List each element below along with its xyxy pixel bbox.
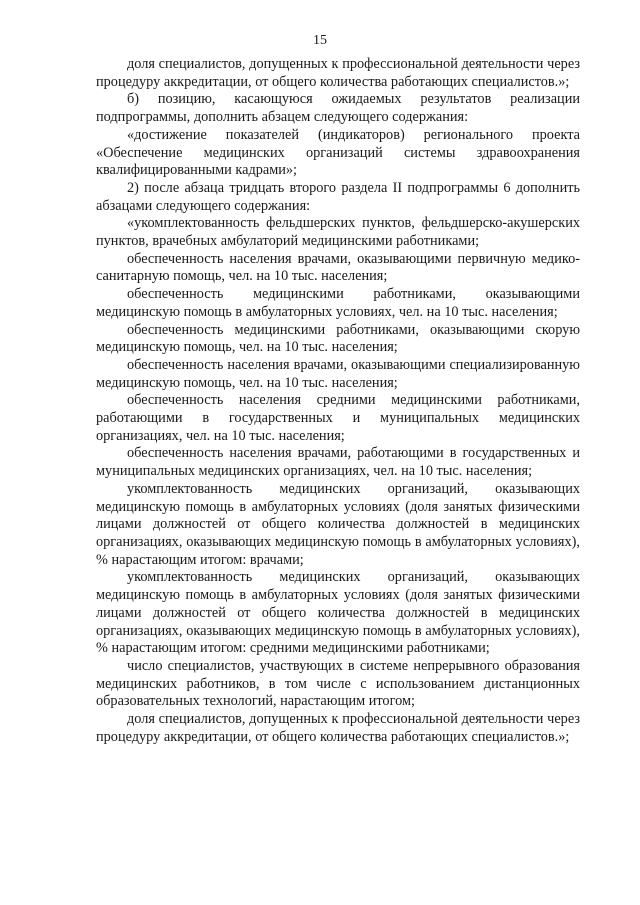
paragraph: 2) после абзаца тридцать второго раздела II подпрограммы 6 дополнить абзацами следующего содержания: [96, 179, 580, 214]
paragraph: обеспеченность медицинскими работниками, оказывающими скорую медицинскую помощь, чел. на 10 тыс. населения; [96, 321, 580, 356]
paragraph: обеспеченность населения врачами, работающими в государственных и муниципальных медицинских организациях, чел. на 10 тыс. населения; [96, 445, 580, 480]
document-body [96, 56, 580, 746]
paragraph: доля специалистов, допущенных к профессиональной деятельности через процедуру аккредитации, от общего количества работающих специалистов.»; [96, 56, 580, 90]
paragraph: обеспеченность населения врачами, оказывающими первичную медико-санитарную помощь, чел. на 10 тыс. населения; [96, 250, 580, 285]
paragraph: укомплектованность медицинских организаций, оказывающих медицинскую помощь в амбулаторных условиях (доля занятых физическими лицами должностей от общего количества должностей в медицинских организациях, оказывающих медицинскую помощь в амбулаторных условиях), % нарастающим итогом: врачами; [96, 480, 580, 568]
paragraph: доля специалистов, допущенных к профессиональной деятельности через процедуру аккредитации, от общего количества работающих специалистов.»; [96, 711, 580, 745]
page-number: 15 [313, 33, 327, 48]
paragraph: «укомплектованность фельдшерских пунктов, фельдшерско-акушерских пунктов, врачебных амбулаторий медицинскими работниками; [96, 215, 580, 250]
paragraph: число специалистов, участвующих в системе непрерывного образования медицинских работников, в том числе с использованием дистанционных образовательных технологий, нарастающим итогом; [96, 657, 580, 710]
paragraph: обеспеченность медицинскими работниками, оказывающими медицинскую помощь в амбулаторных условиях, чел. на 10 тыс. населения; [96, 286, 580, 320]
paragraph: обеспеченность населения врачами, оказывающими специализированную медицинскую помощь, чел. на 10 тыс. населения; [96, 356, 580, 391]
paragraph: обеспеченность населения средними медицинскими работниками, работающими в государственных и муниципальных медицинских организациях, чел. на 10 тыс. населения; [96, 392, 580, 444]
paragraph: укомплектованность медицинских организаций, оказывающих медицинскую помощь в амбулаторных условиях (доля занятых физическими лицами должностей от общего количества должностей в медицинских организациях, оказывающих медицинскую помощь в амбулаторных условиях), % нарастающим итогом: средними медицинскими работниками; [96, 569, 580, 657]
paragraph: б) позицию, касающуюся ожидаемых результатов реализации подпрограммы, дополнить абзацем следующего содержания: [96, 91, 580, 126]
paragraph: «достижение показателей (индикаторов) регионального проекта «Обеспечение медицинских организаций системы здравоохранения квалифицированными кадрами»; [96, 126, 580, 179]
